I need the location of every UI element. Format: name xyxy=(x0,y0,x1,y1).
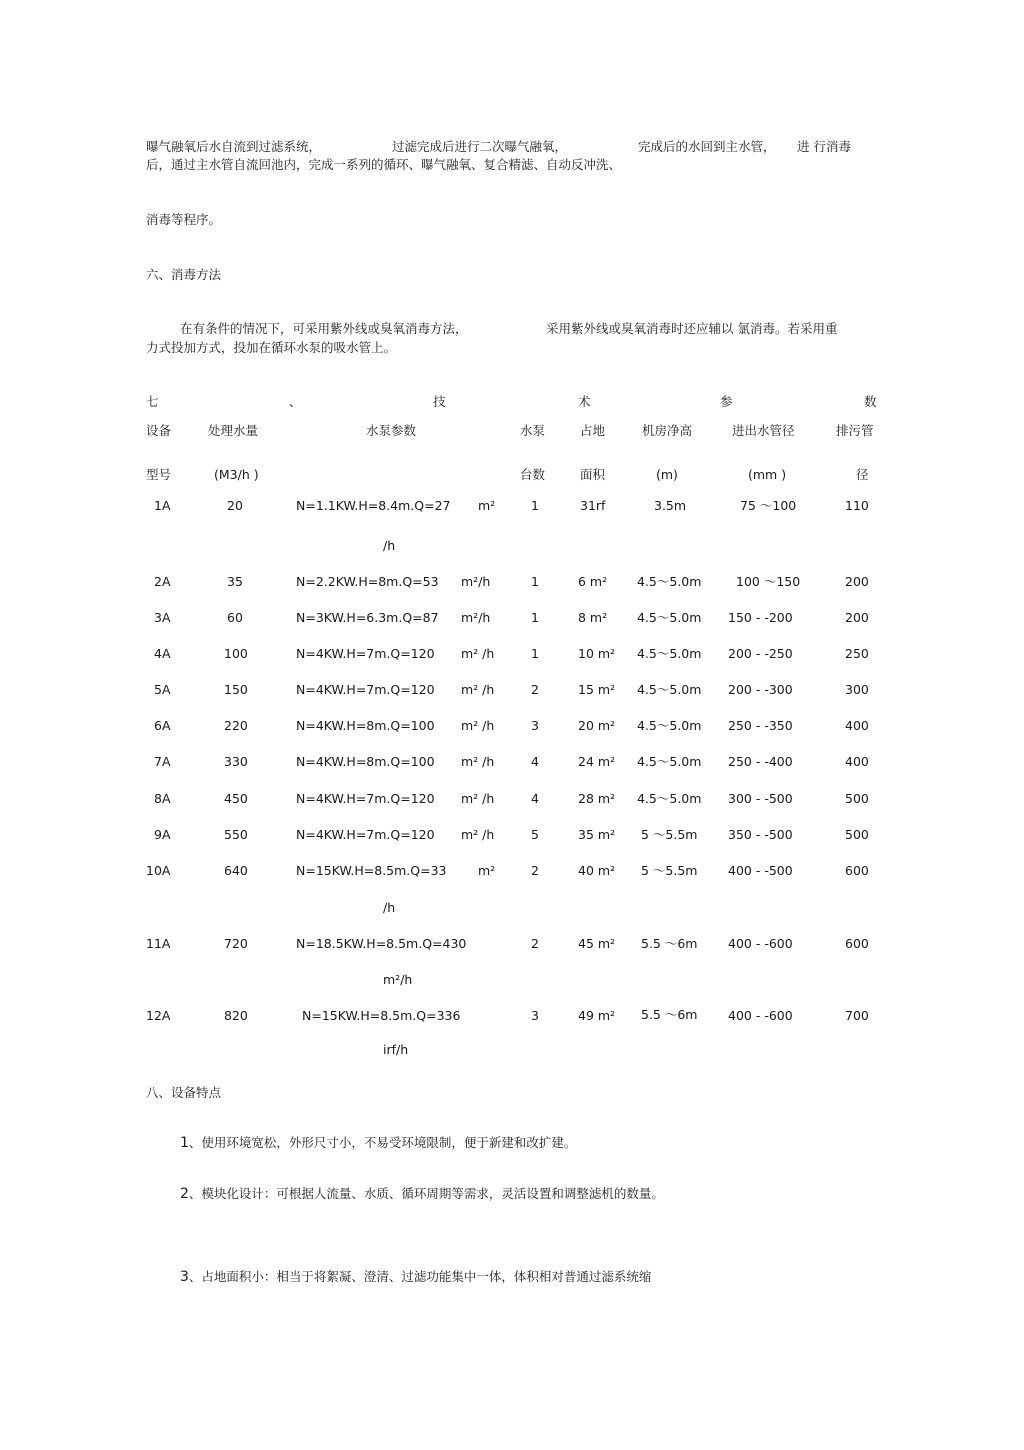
cell-pump: N=15KW.H=8.5m.Q=336 xyxy=(302,1008,461,1023)
section6-title: 六、消毒方法 xyxy=(146,267,222,282)
cell-unit-wrap: /h xyxy=(383,538,396,553)
cell-model: 10A xyxy=(146,863,171,878)
header-drain-2: 径 xyxy=(856,467,869,482)
feature-number: 1 xyxy=(180,1135,189,1151)
cell-pipe: 400 - -600 xyxy=(728,936,793,951)
intro-text-d: 进 行消毒 xyxy=(797,139,851,154)
feature-item-2 xyxy=(180,1185,664,1203)
header-height: 机房净高 xyxy=(642,423,693,438)
cell-model: 2A xyxy=(154,574,171,589)
cell-flow: 20 xyxy=(227,498,243,513)
cell-pipe: 350 - -500 xyxy=(728,827,793,842)
cell-height: 5.5 ～6m xyxy=(641,1007,698,1022)
cell-area: 8 m² xyxy=(578,610,608,625)
cell-height: 4.5～5.0m xyxy=(637,574,702,589)
section7-title-char: 、 xyxy=(289,394,302,409)
cell-unit-wrap: /h xyxy=(383,900,396,915)
cell-flow: 220 xyxy=(224,718,248,733)
cell-unit: m² /h xyxy=(461,791,495,806)
cell-pipe: 400 - -600 xyxy=(728,1008,793,1023)
cell-height: 3.5m xyxy=(654,498,687,513)
cell-count: 1 xyxy=(531,646,539,661)
cell-model: 6A xyxy=(154,718,171,733)
cell-flow: 550 xyxy=(224,827,248,842)
header-flow: 处理水量 xyxy=(208,423,259,438)
cell-height: 4.5～5.0m xyxy=(637,610,702,625)
feature-number: 2 xyxy=(180,1186,189,1202)
feature-number: 3 xyxy=(180,1269,189,1285)
cell-model: 11A xyxy=(146,936,171,951)
intro-line2: 后，通过主水管自流回池内，完成一系列的循环、曝气融氧、复合精滤、自动反冲洗、 xyxy=(146,157,622,172)
cell-area: 6 m² xyxy=(578,574,608,589)
cell-model: 9A xyxy=(154,827,171,842)
section6-text-b: 采用紫外线或臭氧消毒时还应辅以 氯消毒。若采用重 xyxy=(546,321,838,336)
header-pipe-unit: (mm ) xyxy=(748,467,787,482)
cell-pipe: 250 - -350 xyxy=(728,718,793,733)
intro-text-b: 过滤完成后进行二次曝气融氧， xyxy=(392,139,568,154)
header-pipe: 进出水管径 xyxy=(732,423,795,438)
section6-line2: 力式投加方式，投加在循环水泵的吸水管上。 xyxy=(146,340,397,355)
cell-unit: m²/h xyxy=(461,610,491,625)
header-flow-unit: (M3/h ) xyxy=(214,467,259,482)
cell-height: 5 ～5.5m xyxy=(641,827,698,842)
cell-drain: 700 xyxy=(845,1008,869,1023)
cell-model: 8A xyxy=(154,791,171,806)
section8-title: 八、设备特点 xyxy=(146,1085,222,1100)
section7-title-char: 术 xyxy=(578,394,591,409)
cell-area: 28 m² xyxy=(578,791,616,806)
cell-drain: 250 xyxy=(845,646,869,661)
section7-title-char: 七 xyxy=(146,394,159,409)
cell-count: 2 xyxy=(531,936,539,951)
cell-area: 40 m² xyxy=(578,863,616,878)
cell-pump: N=18.5KW.H=8.5m.Q=430 xyxy=(296,936,467,951)
cell-drain: 600 xyxy=(845,863,869,878)
intro-text-a: 曝气融氧后水自流到过滤系统， xyxy=(146,139,322,154)
cell-unit: m² /h xyxy=(461,718,495,733)
cell-height: 4.5～5.0m xyxy=(637,791,702,806)
section7-title-char: 参 xyxy=(720,394,733,409)
cell-drain: 300 xyxy=(845,682,869,697)
cell-unit: m² /h xyxy=(461,646,495,661)
cell-height: 4.5～5.0m xyxy=(637,646,702,661)
cell-height: 4.5～5.0m xyxy=(637,682,702,697)
cell-model: 3A xyxy=(154,610,171,625)
cell-flow: 100 xyxy=(224,646,248,661)
cell-count: 2 xyxy=(531,682,539,697)
cell-drain: 500 xyxy=(845,791,869,806)
cell-pump: N=2.2KW.H=8m.Q=53 xyxy=(296,574,439,589)
cell-pipe: 400 - -500 xyxy=(728,863,793,878)
cell-flow: 150 xyxy=(224,682,248,697)
cell-count: 3 xyxy=(531,1008,539,1023)
cell-drain: 600 xyxy=(845,936,869,951)
cell-pump: N=4KW.H=7m.Q=120 xyxy=(296,682,435,697)
cell-area: 35 m² xyxy=(578,827,616,842)
header-model-2: 型号 xyxy=(146,467,172,482)
cell-drain: 400 xyxy=(845,754,869,769)
cell-pipe: 150 - -200 xyxy=(728,610,793,625)
feature-text: 、占地面积小：相当于将絮凝、澄清、过滤功能集中一体，体积相对普通过滤系统缩 xyxy=(188,1269,652,1284)
cell-unit: m² /h xyxy=(461,754,495,769)
cell-height: 5.5 ～6m xyxy=(641,936,698,951)
cell-pipe: 200 - -250 xyxy=(728,646,793,661)
cell-model: 1A xyxy=(154,498,171,513)
intro-line3: 消毒等程序。 xyxy=(146,212,222,227)
cell-count: 5 xyxy=(531,827,539,842)
cell-area: 20 m² xyxy=(578,718,616,733)
cell-pump: N=4KW.H=7m.Q=120 xyxy=(296,646,435,661)
cell-model: 12A xyxy=(146,1008,171,1023)
cell-flow: 640 xyxy=(224,863,248,878)
cell-count: 1 xyxy=(531,498,539,513)
cell-pump: N=4KW.H=7m.Q=120 xyxy=(296,827,435,842)
cell-pipe: 100 ～150 xyxy=(736,574,801,589)
header-drain: 排污管 xyxy=(836,423,874,438)
feature-item-3 xyxy=(180,1268,651,1286)
cell-drain: 400 xyxy=(845,718,869,733)
cell-unit: m²/h xyxy=(461,574,491,589)
intro-text-c: 完成后的水回到主水管， xyxy=(638,139,776,154)
cell-model: 7A xyxy=(154,754,171,769)
cell-pipe: 200 - -300 xyxy=(728,682,793,697)
cell-count: 2 xyxy=(531,863,539,878)
feature-text: 、模块化设计：可根据人流量、水质、循环周期等需求，灵活设置和调整滤机的数量。 xyxy=(188,1186,664,1201)
cell-height: 4.5～5.0m xyxy=(637,754,702,769)
cell-area: 10 m² xyxy=(578,646,616,661)
cell-pipe: 75 ～100 xyxy=(740,498,797,513)
cell-drain: 200 xyxy=(845,574,869,589)
header-area: 占地 xyxy=(580,423,606,438)
feature-item-1 xyxy=(180,1134,576,1152)
cell-pump: N=15KW.H=8.5m.Q=33 xyxy=(296,863,447,878)
cell-count: 1 xyxy=(531,610,539,625)
cell-unit: m² /h xyxy=(461,827,495,842)
cell-flow: 820 xyxy=(224,1008,248,1023)
cell-unit: m² xyxy=(478,498,496,513)
header-model: 设备 xyxy=(146,423,172,438)
cell-height: 5 ～5.5m xyxy=(641,863,698,878)
cell-area: 15 m² xyxy=(578,682,616,697)
cell-area: 49 m² xyxy=(578,1008,616,1023)
header-pump: 水泵参数 xyxy=(366,423,417,438)
cell-model: 5A xyxy=(154,682,171,697)
cell-unit: m² /h xyxy=(461,682,495,697)
section6-text-a: 在有条件的情况下，可采用紫外线或臭氧消毒方法， xyxy=(180,321,468,336)
cell-unit-wrap: m²/h xyxy=(383,972,413,987)
cell-flow: 720 xyxy=(224,936,248,951)
cell-count: 4 xyxy=(531,754,539,769)
cell-count: 1 xyxy=(531,574,539,589)
cell-drain: 110 xyxy=(845,498,869,513)
cell-area: 45 m² xyxy=(578,936,616,951)
header-pump-count-2: 台数 xyxy=(520,467,546,482)
cell-area: 31rf xyxy=(580,498,606,513)
cell-pump: N=4KW.H=8m.Q=100 xyxy=(296,718,435,733)
cell-pump: N=1.1KW.H=8.4m.Q=27 xyxy=(296,498,451,513)
cell-flow: 330 xyxy=(224,754,248,769)
cell-unit-wrap: irf/h xyxy=(383,1042,409,1057)
cell-flow: 35 xyxy=(227,574,243,589)
cell-unit: m² xyxy=(478,863,496,878)
cell-flow: 450 xyxy=(224,791,248,806)
section7-title-char: 数 xyxy=(864,394,877,409)
cell-drain: 200 xyxy=(845,610,869,625)
cell-pipe: 300 - -500 xyxy=(728,791,793,806)
cell-flow: 60 xyxy=(227,610,243,625)
cell-pump: N=4KW.H=7m.Q=120 xyxy=(296,791,435,806)
header-area-2: 面积 xyxy=(580,467,606,482)
section7-title-char: 技 xyxy=(433,394,446,409)
cell-model: 4A xyxy=(154,646,171,661)
cell-pipe: 250 - -400 xyxy=(728,754,793,769)
cell-count: 4 xyxy=(531,791,539,806)
cell-area: 24 m² xyxy=(578,754,616,769)
cell-pump: N=3KW.H=6.3m.Q=87 xyxy=(296,610,439,625)
header-height-unit: (m) xyxy=(656,467,678,482)
cell-drain: 500 xyxy=(845,827,869,842)
cell-pump: N=4KW.H=8m.Q=100 xyxy=(296,754,435,769)
header-pump-count: 水泵 xyxy=(520,423,546,438)
cell-height: 4.5～5.0m xyxy=(637,718,702,733)
cell-count: 3 xyxy=(531,718,539,733)
feature-text: 、使用环境宽松，外形尺寸小，不易受环境限制，便于新建和改扩建。 xyxy=(188,1135,577,1150)
